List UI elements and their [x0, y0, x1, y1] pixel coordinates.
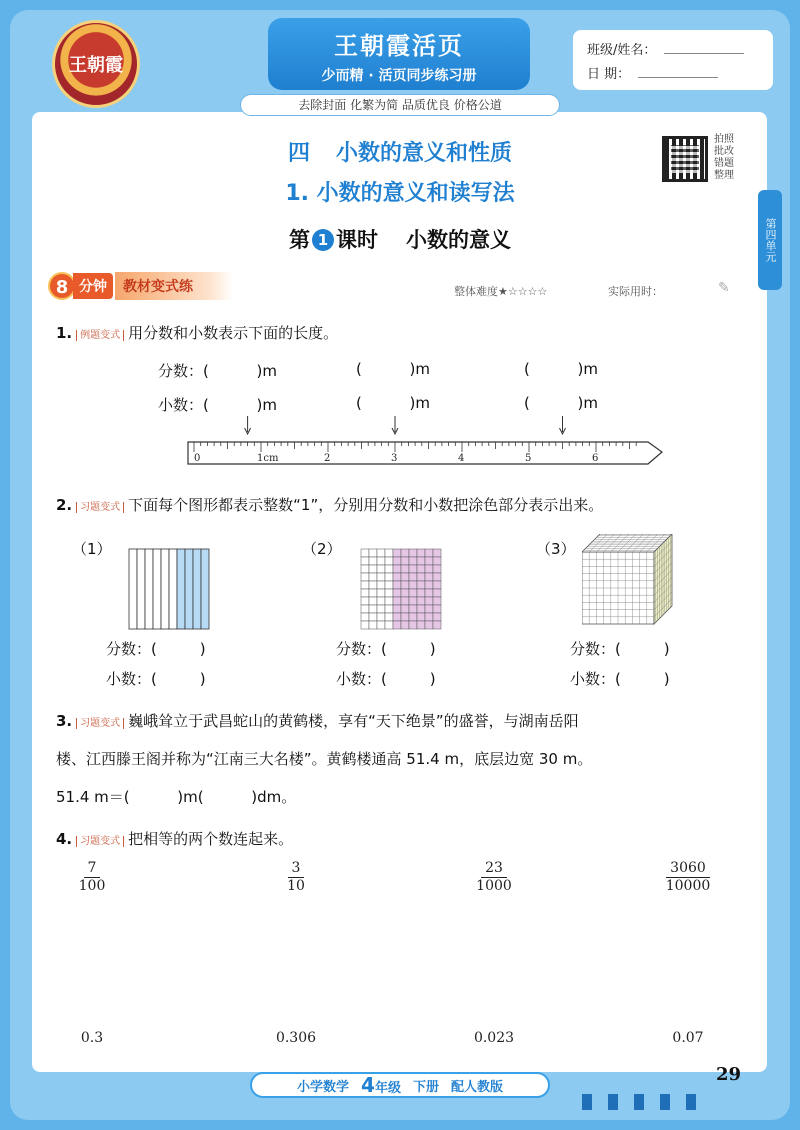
- decimal-item[interactable]: 0.07: [672, 1030, 704, 1046]
- logo-text: 王朝霞: [69, 55, 123, 76]
- grid-cell: [393, 549, 401, 557]
- grid-cell: [369, 589, 377, 597]
- decimal-blank[interactable]: 小数：( )m: [158, 396, 277, 414]
- figure-label: （2）: [302, 540, 342, 558]
- question-3: [56, 710, 579, 731]
- grid-cell: [417, 581, 425, 589]
- grid-cell: [425, 565, 433, 573]
- fraction-denominator: 10000: [665, 878, 711, 894]
- grid-cell: [401, 613, 409, 621]
- date-field[interactable]: [638, 66, 718, 78]
- grid-cell: [361, 557, 369, 565]
- grid-cell: [377, 557, 385, 565]
- footer-grade: 年级: [374, 1081, 401, 1096]
- grid-cell: [409, 581, 417, 589]
- grid-cell: [377, 613, 385, 621]
- question-text-line-1: 巍峨耸立于武昌蛇山的黄鹤楼，享有“天下绝景”的盛誉，与湖南岳阳: [128, 712, 579, 730]
- grid-cell: [369, 597, 377, 605]
- grid-cell: [361, 549, 369, 557]
- grid-cell: [377, 581, 385, 589]
- grid-cell: [425, 589, 433, 597]
- grid-cell: [393, 557, 401, 565]
- grid-cell: [377, 573, 385, 581]
- strip: [153, 549, 161, 629]
- grid-cell: [425, 605, 433, 613]
- footer-subject: 小学数学: [297, 1079, 350, 1095]
- grid-cell: [425, 557, 433, 565]
- question-tag: 习题变式: [76, 836, 124, 847]
- qr-caption: 拍照批改 错题整理: [714, 134, 734, 181]
- used-time-label: 实际用时：: [608, 285, 663, 298]
- grid-cell: [377, 621, 385, 629]
- grid-cell: [361, 581, 369, 589]
- footer-grade-number: 4: [361, 1073, 375, 1097]
- page-number: 29: [716, 1064, 742, 1085]
- class-name-field[interactable]: [664, 42, 744, 54]
- strip: [161, 549, 169, 629]
- footer-banner: [250, 1072, 550, 1098]
- timer-minutes: 8: [48, 272, 76, 300]
- grid-cell: [433, 549, 441, 557]
- question-number: 3.: [56, 712, 73, 730]
- grid-cell: [377, 549, 385, 557]
- grid-cell: [385, 573, 393, 581]
- grid-cell: [409, 565, 417, 573]
- grid-cell: [433, 589, 441, 597]
- grid-cell: [385, 613, 393, 621]
- grid-cell: [393, 589, 401, 597]
- figure-label: （1）: [72, 540, 112, 558]
- fraction-item[interactable]: [454, 860, 534, 894]
- grid-cell: [361, 605, 369, 613]
- brand-subtitle: 少而精 · 活页同步练习册: [321, 68, 477, 84]
- grid-cell: [433, 557, 441, 565]
- grid-cell: [385, 565, 393, 573]
- grid-cell: [369, 621, 377, 629]
- fraction-item[interactable]: [256, 860, 336, 894]
- practice-name: 教材变式练: [115, 272, 233, 300]
- fraction-denominator: 100: [78, 878, 106, 894]
- fraction-blank[interactable]: 分数：( ): [106, 640, 206, 658]
- figure-strips: [128, 548, 210, 630]
- grid-cell: [401, 557, 409, 565]
- pencil-icon: ✎: [718, 280, 730, 296]
- decimal-item[interactable]: 0.023: [473, 1030, 515, 1046]
- question-number: 4.: [56, 830, 73, 848]
- timer-unit: 分钟: [73, 273, 113, 299]
- fraction-blank[interactable]: 分数：( ): [336, 640, 436, 658]
- decimal-item[interactable]: 0.3: [80, 1030, 104, 1046]
- slogan: 去除封面 化繁为简 品质优良 价格公道: [240, 94, 560, 116]
- grid-cell: [385, 621, 393, 629]
- strip: [145, 549, 153, 629]
- grid-cell: [417, 589, 425, 597]
- question-number: 1.: [56, 324, 73, 342]
- grid-cell: [401, 549, 409, 557]
- grid-cell: [401, 589, 409, 597]
- date-label: 日 期：: [587, 66, 631, 82]
- lesson-suffix: 课时: [336, 228, 378, 252]
- grid-cell: [409, 597, 417, 605]
- grid-cell: [369, 573, 377, 581]
- question-text: 用分数和小数表示下面的长度。: [128, 324, 339, 342]
- fraction-numerator: 23: [481, 860, 507, 878]
- question-text: 下面每个图形都表示整数“1”，分别用分数和小数把涂色部分表示出来。: [128, 496, 604, 514]
- fraction-blank[interactable]: 分数：( )m: [158, 362, 277, 380]
- ruler-label: 3: [391, 453, 398, 464]
- grid-cell: [385, 581, 393, 589]
- fraction-denominator: 1000: [476, 878, 512, 894]
- grid-cell: [361, 621, 369, 629]
- question-4: [56, 828, 293, 849]
- grid-cell: [433, 605, 441, 613]
- lesson-number: 1: [312, 229, 334, 251]
- grid-cell: [385, 605, 393, 613]
- decimal-blank[interactable]: ( )m: [524, 394, 598, 412]
- decimal-blank[interactable]: 小数：( ): [336, 670, 436, 688]
- strip: [193, 549, 201, 629]
- grid-cell: [401, 573, 409, 581]
- grid-cell: [433, 581, 441, 589]
- grid-cell: [433, 597, 441, 605]
- grid-cell: [385, 589, 393, 597]
- section-title: 1. 小数的意义和读写法: [285, 181, 515, 206]
- figure-label: （3）: [536, 540, 576, 558]
- grid-cell: [385, 597, 393, 605]
- question-tag: 例题变式: [76, 330, 124, 341]
- ruler-label: 0: [194, 453, 201, 464]
- ruler-label: 1cm: [257, 453, 279, 464]
- decimal-blank[interactable]: 小数：( ): [106, 670, 206, 688]
- decimal-blank[interactable]: 小数：( ): [570, 670, 670, 688]
- grid-cell: [385, 549, 393, 557]
- strip: [201, 549, 209, 629]
- grid-cell: [361, 573, 369, 581]
- footer-edition: 配人教版: [450, 1079, 503, 1095]
- unit-side-tab: 第四单元: [758, 190, 782, 290]
- footer-volume: 下册: [412, 1079, 439, 1095]
- grid-cell: [417, 565, 425, 573]
- ruler-label: 4: [458, 453, 465, 464]
- grid-cell: [417, 613, 425, 621]
- grid-cell: [393, 605, 401, 613]
- grid-cell: [417, 597, 425, 605]
- grid-cell: [433, 613, 441, 621]
- star-icon-row: ★☆☆☆☆: [498, 285, 548, 298]
- fraction-blank[interactable]: ( )m: [356, 360, 430, 378]
- decimal-blank[interactable]: ( )m: [356, 394, 430, 412]
- grid-cell: [361, 597, 369, 605]
- grid-cell: [401, 581, 409, 589]
- question-tag: 习题变式: [76, 718, 124, 729]
- question-tag: 习题变式: [76, 502, 124, 513]
- decimal-item[interactable]: 0.306: [275, 1030, 317, 1046]
- grid-cell: [401, 597, 409, 605]
- grid-cell: [369, 565, 377, 573]
- fraction-item[interactable]: [52, 860, 132, 894]
- grid-cell: [417, 605, 425, 613]
- grid-cell: [433, 573, 441, 581]
- grid-cell: [377, 589, 385, 597]
- grid-cell: [425, 613, 433, 621]
- grid-cell: [393, 573, 401, 581]
- grid-cell: [393, 565, 401, 573]
- grid-cell: [433, 565, 441, 573]
- grid-cell: [369, 613, 377, 621]
- fraction-numerator: 3060: [666, 860, 710, 878]
- question-number: 2.: [56, 496, 73, 514]
- unit-title: [0, 136, 800, 167]
- strip: [137, 549, 145, 629]
- ruler-label: 5: [525, 453, 532, 464]
- grid-cell: [409, 589, 417, 597]
- name-box: [573, 30, 773, 90]
- grid-cell: [369, 549, 377, 557]
- fraction-numerator: 7: [84, 860, 101, 878]
- grid-cell: [369, 605, 377, 613]
- grid-cell: [377, 605, 385, 613]
- grid-cell: [377, 565, 385, 573]
- grid-cell: [401, 621, 409, 629]
- brand-title: 王朝霞活页: [334, 31, 464, 60]
- grid-cell: [393, 597, 401, 605]
- grid-cell: [409, 557, 417, 565]
- grid-cell: [409, 573, 417, 581]
- fraction-item[interactable]: [648, 860, 728, 894]
- lesson-title: [0, 224, 800, 254]
- strip: [177, 549, 185, 629]
- grid-cell: [369, 557, 377, 565]
- grid-cell: [425, 549, 433, 557]
- grid-cell: [393, 621, 401, 629]
- question-text: 把相等的两个数连起来。: [128, 830, 294, 848]
- grid-cell: [409, 621, 417, 629]
- grid-cell: [417, 549, 425, 557]
- timer-badge: [48, 272, 233, 300]
- brand-banner: [268, 18, 530, 90]
- grid-cell: [409, 549, 417, 557]
- question-1: [56, 322, 338, 343]
- class-name-label: 班级/姓名：: [587, 42, 657, 58]
- unit-number: 四: [287, 141, 310, 166]
- grid-cell: [393, 581, 401, 589]
- difficulty-rating: [454, 283, 547, 299]
- fraction-numerator: 3: [288, 860, 305, 878]
- grid-cell: [361, 613, 369, 621]
- grid-cell: [417, 573, 425, 581]
- figure-cube: [582, 534, 682, 630]
- question-2: [56, 494, 603, 515]
- ruler: [186, 434, 666, 470]
- ruler-label: 6: [592, 453, 599, 464]
- edge-marks: [582, 1094, 702, 1110]
- fraction-blank[interactable]: ( )m: [524, 360, 598, 378]
- grid-cell: [417, 621, 425, 629]
- grid-cell: [409, 613, 417, 621]
- grid-cell: [417, 557, 425, 565]
- lesson-prefix: 第: [289, 228, 310, 252]
- grid-cell: [425, 597, 433, 605]
- fraction-blank[interactable]: 分数：( ): [570, 640, 670, 658]
- grid-cell: [369, 581, 377, 589]
- strip: [129, 549, 137, 629]
- grid-cell: [425, 573, 433, 581]
- grid-cell: [433, 621, 441, 629]
- grid-cell: [377, 597, 385, 605]
- figure-grid: [360, 548, 442, 630]
- unit-name: 小数的意义和性质: [336, 141, 513, 166]
- question-text-line-2: 楼、江西滕王阁并称为“江南三大名楼”。黄鹤楼通高 51.4 m，底层边宽 30 m。: [56, 750, 593, 768]
- grid-cell: [361, 565, 369, 573]
- grid-cell: [361, 589, 369, 597]
- fraction-denominator: 10: [287, 878, 305, 894]
- brand-logo: [52, 20, 140, 108]
- grid-cell: [425, 621, 433, 629]
- difficulty-label: 整体难度: [454, 285, 498, 298]
- lesson-name: 小数的意义: [406, 228, 511, 252]
- ruler-label: 2: [324, 453, 331, 464]
- grid-cell: [425, 581, 433, 589]
- grid-cell: [401, 605, 409, 613]
- grid-cell: [393, 613, 401, 621]
- unit-conversion-blank[interactable]: 51.4 m＝( )m( )dm。: [56, 788, 297, 806]
- strip: [169, 549, 177, 629]
- grid-cell: [409, 605, 417, 613]
- grid-cell: [401, 565, 409, 573]
- strip: [185, 549, 193, 629]
- ruler-arrows: [186, 414, 666, 436]
- grid-cell: [385, 557, 393, 565]
